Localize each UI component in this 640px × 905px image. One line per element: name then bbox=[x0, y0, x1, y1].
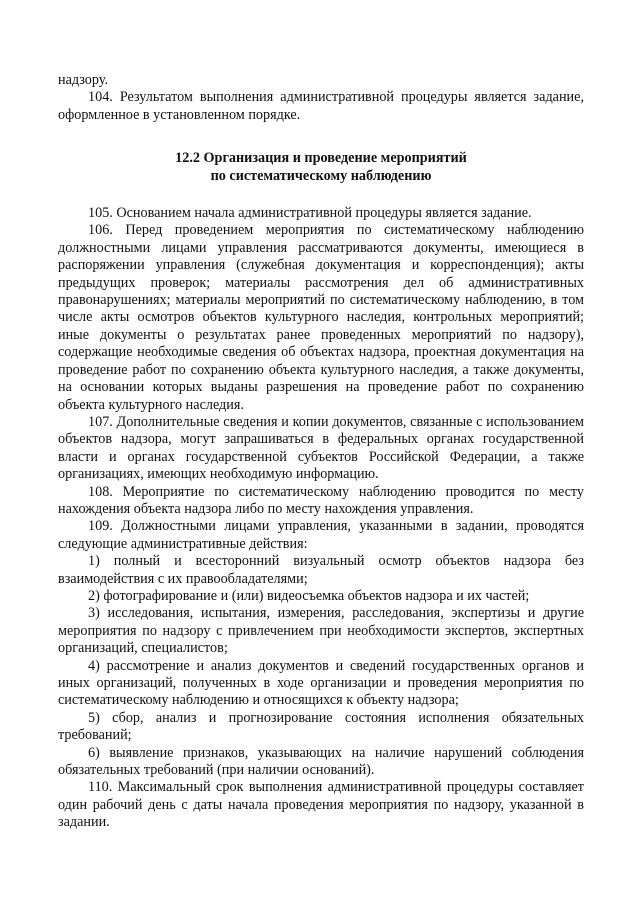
list-item-5: 5) сбор, анализ и прогнозирование состояния исполнения обязательных требований; bbox=[58, 709, 584, 744]
list-item-6: 6) выявление признаков, указывающих на наличие нарушений соблюдения обязательных требований (при наличии оснований). bbox=[58, 744, 584, 779]
list-item-1: 1) полный и всесторонний визуальный осмотр объектов надзора без взаимодействия с их правообладателями; bbox=[58, 553, 584, 587]
paragraph-104: 104. Результатом выполнения административной процедуры является задание, оформленное в установленном порядке. bbox=[58, 89, 584, 123]
paragraph-109: 109. Должностными лицами управления, указанными в задании, проводятся следующие административные действия: bbox=[58, 518, 584, 552]
paragraph-105: 105. Основанием начала административной процедуры является задание. bbox=[88, 205, 532, 222]
section-heading-line-2: по систематическому наблюдению bbox=[210, 167, 432, 184]
list-item-3: 3) исследования, испытания, измерения, расследования, экспертизы и другие мероприятия по надзору с привлечением при необходимости экспертов, экспертных организаций, специалистов; bbox=[58, 605, 584, 657]
paragraph-107: 107. Дополнительные сведения и копии документов, связанные с использованием объектов надзора, могут запрашиваться в федеральных органах государственной власти и органах государственной субъектов Российской Федерации, а также организациях, имеющих необходимую информацию. bbox=[58, 413, 584, 483]
document-page bbox=[58, 72, 584, 832]
paragraph-106: 106. Перед проведением мероприятия по систематическому наблюдению должностными лицами управления рассматриваются документы, имеющиеся в распоряжении управления (служебная документация и корреспонденция); акты предыдущих проверок; материалы рассмотрения дел об административных правонарушениях; материалы мероприятий по систематическому наблюдению, в том числе акты осмотров объектов культурного наследия, контрольных мероприятий; иные документы о результатах ранее проведенных мероприятий по надзору), содержащие необходимые сведения об объектах надзора, проектная документация на проведение работ по сохранению объекта культурного наследия, а также документы, на основании которых выданы разрешения на проведение работ по сохранению объекта культурного наследия. bbox=[58, 222, 584, 413]
paragraph-110: 110. Максимальный срок выполнения административной процедуры составляет один рабочий день с даты начала проведения мероприятия по надзору, указанной в задании. bbox=[58, 779, 584, 831]
section-heading-line-1: 12.2 Организация и проведение мероприятий bbox=[175, 150, 467, 167]
paragraph-continuation: надзору. bbox=[58, 72, 109, 88]
section-heading bbox=[58, 150, 584, 185]
paragraph-108: 108. Мероприятие по систематическому наблюдению проводится по месту нахождения объекта надзора либо по месту нахождения управления. bbox=[58, 483, 584, 517]
list-item-2: 2) фотографирование и (или) видеосъемка объектов надзора и их частей; bbox=[88, 587, 530, 604]
list-item-4: 4) рассмотрение и анализ документов и сведений государственных органов и иных организаций, полученных в ходе организации и проведения мероприятия по систематическому наблюдению и относящихся к объекту надзора; bbox=[58, 657, 584, 709]
